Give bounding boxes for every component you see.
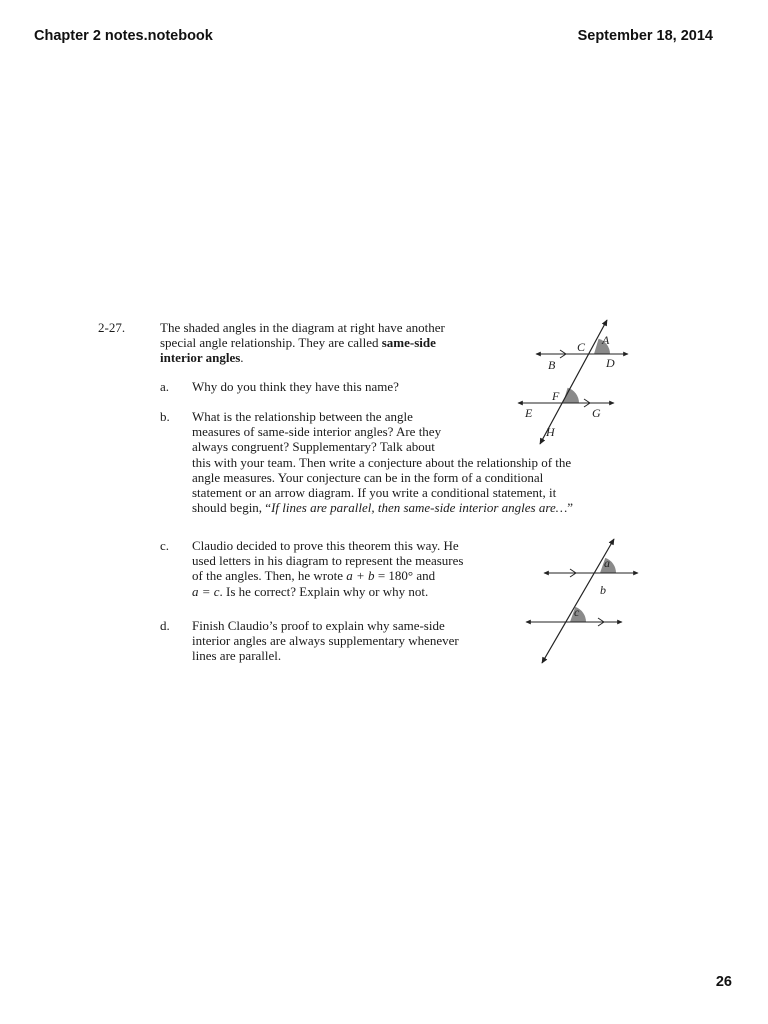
part-d-label: d. <box>160 618 170 633</box>
intro-text: special angle relationship. They are called <box>160 335 382 351</box>
part-c-line-3 <box>192 568 463 583</box>
part-b-line-6: statement or an arrow diagram. If you write a conditional statement, it <box>192 485 557 501</box>
part-c-line-1: Claudio decided to prove this theorem this way. He <box>192 538 459 553</box>
header-date: September 18, 2014 <box>577 28 713 44</box>
part-b-line-7 <box>192 500 573 515</box>
arrow-tick-bottom-2 <box>598 618 604 622</box>
part-b-line-4: this with your team. Then write a conjecture about the relationship of the <box>192 454 572 470</box>
part-a-text: Why do you think they have this name? <box>192 379 399 394</box>
intro-term-1: same-side <box>381 335 436 351</box>
part-c-eq2-rest: . Is he correct? Explain why or why not. <box>219 583 429 599</box>
shaded-angle-2 <box>563 388 579 403</box>
part-d-line-2: interior angles are always supplementary whenever <box>192 633 459 649</box>
arrow-tick-bottom-b <box>584 403 590 407</box>
intro-line-2 <box>160 335 445 350</box>
arrow-tick-bottom-2b <box>598 622 604 626</box>
part-d-text <box>192 618 459 664</box>
label-b: b <box>600 583 606 597</box>
part-b-line-5: angle measures. Your conjecture can be in the form of a conditional <box>192 469 544 485</box>
part-b-suffix: ” <box>567 500 574 516</box>
part-b-prefix: should begin, “ <box>192 500 272 516</box>
label-F: F <box>552 389 560 403</box>
part-b-label: b. <box>160 409 170 424</box>
part-b-italic: If lines are parallel, then same-side interior angles are… <box>271 500 568 516</box>
part-c-text <box>192 538 463 599</box>
page-number: 26 <box>715 974 732 990</box>
part-c-eq1: a + b <box>346 568 375 584</box>
part-c-eq2: a = c <box>192 583 220 599</box>
part-b-line-3: always congruent? Supplementary? Talk about <box>192 439 435 455</box>
part-c-eq1-rest: = 180° and <box>374 568 436 584</box>
diagram-transversal-1 <box>500 312 635 447</box>
part-c-line-4 <box>192 584 463 599</box>
label-H: H <box>546 425 555 439</box>
intro-line-3 <box>160 350 445 365</box>
label-D: D <box>606 356 615 370</box>
part-c-label: c. <box>160 538 170 553</box>
header-notebook-title: Chapter 2 notes.notebook <box>34 28 213 44</box>
arrow-tick-bottom <box>584 399 590 403</box>
arrow-tick-top-2b <box>570 573 576 577</box>
problem-number: 2-27. <box>98 320 126 335</box>
intro-line-1: The shaded angles in the diagram at right have another <box>160 320 445 335</box>
part-d-line-3: lines are parallel. <box>192 648 282 664</box>
part-c-line-3-text: of the angles. Then, he wrote <box>192 568 347 584</box>
problem-intro <box>160 320 445 366</box>
part-a-label: a. <box>160 379 170 394</box>
label-a: a <box>604 556 610 570</box>
label-C: C <box>577 340 586 354</box>
label-c: c <box>574 605 580 619</box>
arrow-tick-top-b <box>560 354 566 358</box>
label-G: G <box>592 406 601 420</box>
part-c-line-2: used letters in his diagram to represent the measures <box>192 553 464 569</box>
intro-term-2: interior angles <box>160 350 241 366</box>
arrow-tick-top-2 <box>570 569 576 573</box>
part-b-line-1: What is the relationship between the angle <box>192 409 413 424</box>
label-B: B <box>548 358 556 372</box>
part-d-line-1: Finish Claudio’s proof to explain why same-side <box>192 618 445 633</box>
label-E: E <box>525 406 533 420</box>
diagram-transversal-2 <box>518 535 643 667</box>
arrow-tick-top <box>560 350 566 354</box>
label-A: A <box>602 333 610 347</box>
intro-period: . <box>240 350 244 366</box>
part-b-line-2: measures of same-side interior angles? Are they <box>192 424 442 440</box>
